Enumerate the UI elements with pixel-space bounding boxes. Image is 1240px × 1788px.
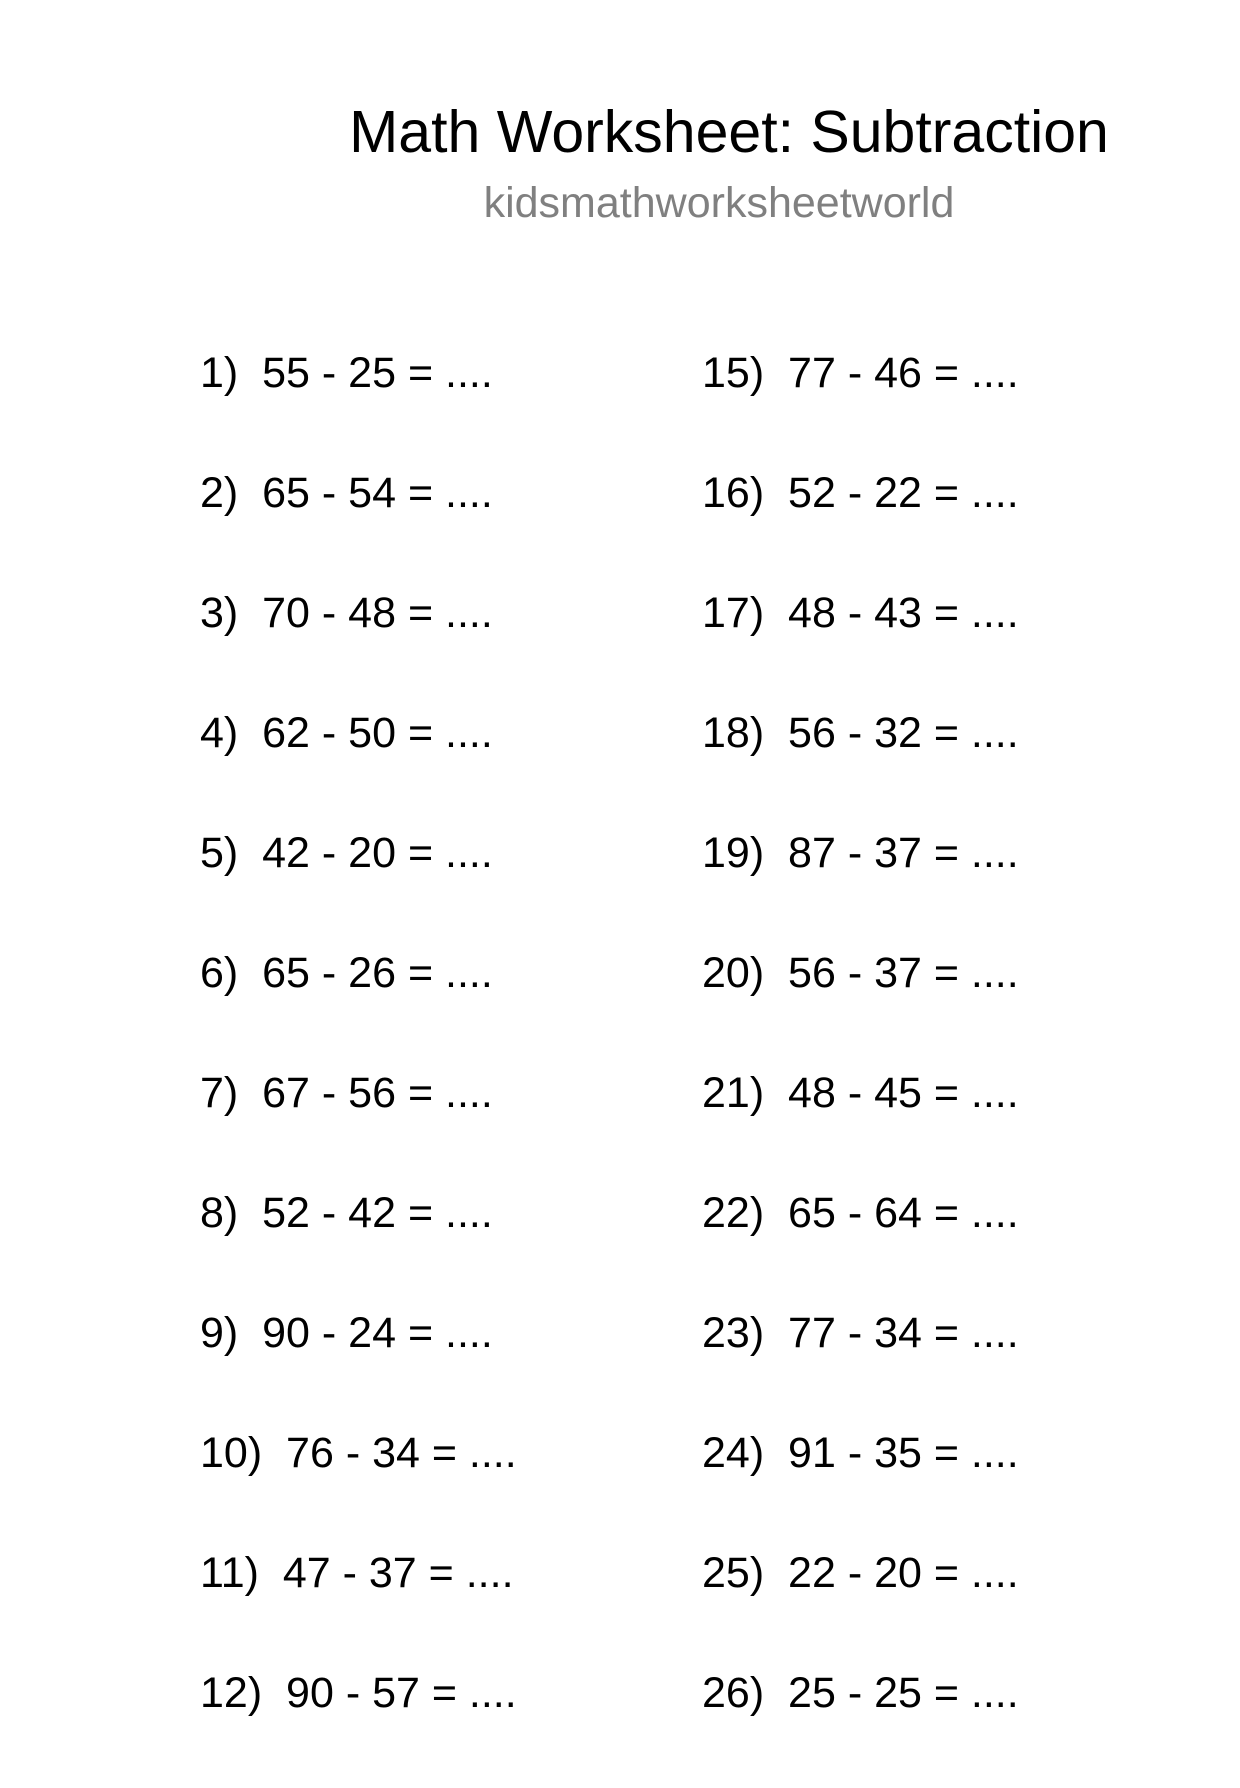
- problem-7: 7) 67 - 56 = ....: [200, 1069, 493, 1117]
- worksheet-title: Math Worksheet: Subtraction: [349, 99, 1109, 165]
- problem-21: 21) 48 - 45 = ....: [702, 1069, 1019, 1117]
- problem-4: 4) 62 - 50 = ....: [200, 709, 493, 757]
- problem-26: 26) 25 - 25 = ....: [702, 1669, 1019, 1717]
- problem-5: 5) 42 - 20 = ....: [200, 829, 493, 877]
- problem-17: 17) 48 - 43 = ....: [702, 589, 1019, 637]
- problem-20: 20) 56 - 37 = ....: [702, 949, 1019, 997]
- problem-22: 22) 65 - 64 = ....: [702, 1189, 1019, 1237]
- problem-2: 2) 65 - 54 = ....: [200, 469, 493, 517]
- source-label: kidsmathworksheetworld: [483, 179, 955, 227]
- problem-15: 15) 77 - 46 = ....: [702, 349, 1019, 397]
- problem-19: 19) 87 - 37 = ....: [702, 829, 1019, 877]
- problem-23: 23) 77 - 34 = ....: [702, 1309, 1019, 1357]
- problem-24: 24) 91 - 35 = ....: [702, 1429, 1019, 1477]
- problem-16: 16) 52 - 22 = ....: [702, 469, 1019, 517]
- problem-column-left: [200, 348, 517, 1788]
- problem-8: 8) 52 - 42 = ....: [200, 1189, 493, 1237]
- problem-25: 25) 22 - 20 = ....: [702, 1549, 1019, 1597]
- problem-12: 12) 90 - 57 = ....: [200, 1669, 517, 1717]
- problem-1: 1) 55 - 25 = ....: [200, 349, 493, 397]
- problem-10: 10) 76 - 34 = ....: [200, 1429, 517, 1477]
- problem-11: 11) 47 - 37 = ....: [200, 1549, 514, 1597]
- problem-9: 9) 90 - 24 = ....: [200, 1309, 493, 1357]
- problem-column-right: [702, 348, 1019, 1788]
- problem-18: 18) 56 - 32 = ....: [702, 709, 1019, 757]
- problem-3: 3) 70 - 48 = ....: [200, 589, 493, 637]
- problem-6: 6) 65 - 26 = ....: [200, 949, 493, 997]
